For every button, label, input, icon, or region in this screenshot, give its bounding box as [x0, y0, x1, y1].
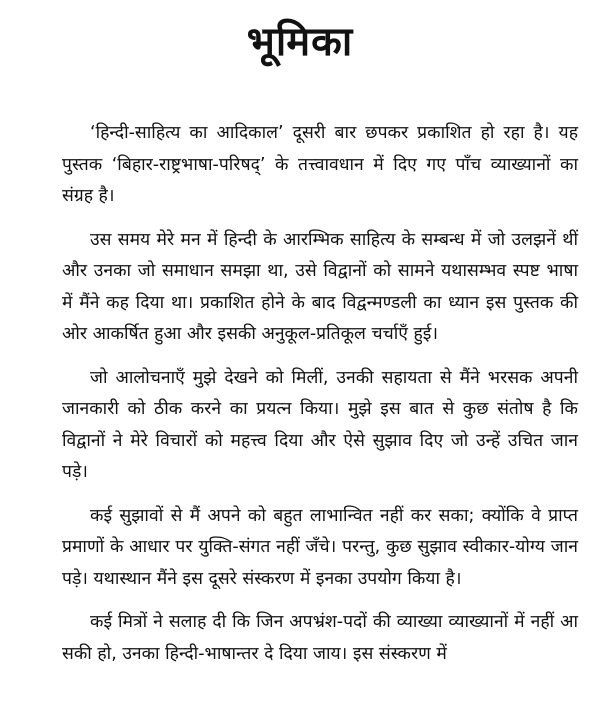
paragraph-1: ‘हिन्दी-साहित्य का आदिकाल’ दूसरी बार छपकर प्रकाशित हो रहा है। यह पुस्तक ‘बिहार-राष्ट्रभाषा-परिषद्’ के तत्त्वावधान में दिए गए पाँच व्याख्यानों का संग्रह है।: [62, 123, 578, 206]
paragraph-5: कई मित्रों ने सलाह दी कि जिन अपभ्रंश-पदों की व्याख्या व्याख्यानों में नहीं आ सकी हो, उनका हिन्दी-भाषान्तर दे दिया जाय। इस संस्करण में: [62, 612, 578, 664]
paragraph-4: कई सुझावों से मैं अपने को बहुत लाभान्वित नहीं कर सका; क्योंकि वे प्राप्त प्रमाणों के आधार पर युक्ति-संगत नहीं जँचे। परन्तु, कुछ सुझाव स्वीकार-योग्य जान पड़े। यथास्थान मैंने इस दूसरे संस्करण में इनका उपयोग किया है।: [62, 505, 578, 589]
paragraph-3: जो आलोचनाएँ मुझे देखने को मिलीं, उनकी सहायता से मैंने भरसक अपनी जानकारी को ठीक करने का प्रयत्न किया। मुझे इस बात से कुछ संतोष है कि विद्वानों ने मेरे विचारों को महत्त्व दिया और ऐसे सुझाव दिए जो उन्हें उचित जान पड़े।: [62, 367, 578, 482]
page-title: भूमिका: [246, 19, 354, 65]
paragraph-2: उस समय मेरे मन में हिन्दी के आरम्भिक साहित्य के सम्बन्ध में जो उलझनें थीं और उनका जो समाधान समझा था, उसे विद्वानों को सामने यथासम्भव स्पष्ट भाषा में मैंने कह दिया था। प्रकाशित होने के बाद विद्वन्मण्डली का ध्यान इस पुस्तक की ओर आकर्षित हुआ और इसकी अनुकूल-प्रतिकूल चर्चाएँ हुई।: [62, 229, 578, 344]
body-text: [62, 118, 578, 682]
